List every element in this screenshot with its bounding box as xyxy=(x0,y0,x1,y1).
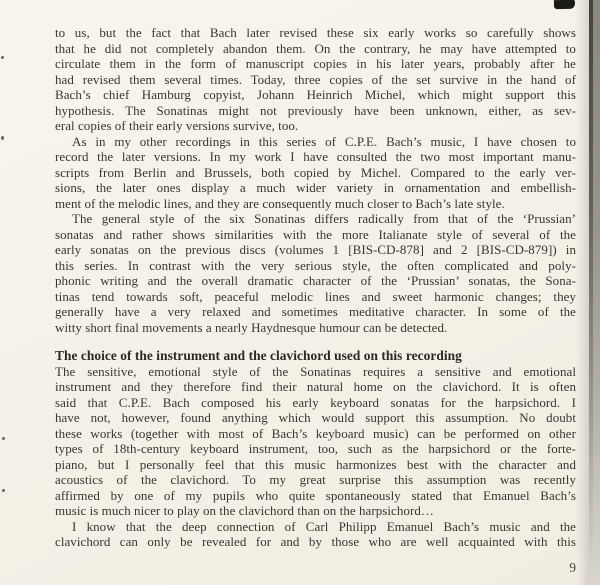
text-line: types of 18th-century keyboard instrument, too, such as the harpsichord or the forte- xyxy=(55,441,576,456)
text-line: these works (together with most of Bach’s keyboard music) can be performed on other xyxy=(55,425,576,441)
scan-speck xyxy=(2,437,5,440)
text-line: record the later versions. In my work I have consulted the two most important manu- xyxy=(55,149,576,164)
scan-background-strip xyxy=(593,0,600,585)
text-line: sonatas and rather shows similarities with the more Italianate style of several of the xyxy=(55,226,576,242)
page-number: 9 xyxy=(569,560,576,575)
text-line: phonic writing and the overall dramatic character of the ‘Prussian’ sonatas, the Sona- xyxy=(55,273,576,288)
text-line: that he did not completely abandon them. On the contrary, he may have attempted to xyxy=(55,40,576,56)
text-line: ment of the melodic lines, and they are consequently much closer to Bach’s late style. xyxy=(55,195,505,211)
text-line: I know that the deep connection of Carl Philipp Emanuel Bach’s music and the xyxy=(72,518,576,534)
text-line: The general style of the six Sonatinas differs radically from that of the ‘Prussian’ xyxy=(72,211,576,226)
text-line: to us, but the fact that Bach later revised these six early works so carefully shows xyxy=(55,25,576,40)
text-line: acoustics of the clavichord. To my great surprise this assumption was recently xyxy=(55,472,576,487)
text-line: early sonatas on the previous discs (volumes 1 [BIS-CD-878] and 2 [BIS-CD-879]) in xyxy=(55,242,576,257)
text-line: music is much nicer to play on the clavichord than on the harpsichord… xyxy=(55,503,434,518)
text-line: hypothesis. The Sonatinas might not previously have been unknown, either, as sev- xyxy=(55,102,576,118)
text-line: As in my other recordings in this series of C.P.E. Bach’s music, I have chosen to xyxy=(72,133,576,149)
text-line: The sensitive, emotional style of the Sonatinas requires a sensitive and emotional xyxy=(55,363,576,379)
text-line: affirmed by one of my pupils who quite spontaneously stated that Emanuel Bach’s xyxy=(55,487,576,503)
text-line: witty short final movements a nearly Haydnesque humour can be detected. xyxy=(55,319,448,335)
text-line: tinas tend towards soft, peaceful melodic lines and sweet harmonic changes; they xyxy=(55,288,576,304)
text-line: clavichord can only be revealed for and by those who are well acquainted with this xyxy=(55,534,576,549)
text-line: Bach’s chief Hamburg copyist, Johann Heinrich Michel, which might support this xyxy=(55,87,576,102)
text-line: scripts from Berlin and Brussels, both copied by Michel. Compared to the early ver- xyxy=(55,164,576,180)
scan-speck xyxy=(1,136,4,140)
text-line: piano, but I personally feel that this music harmonizes best with the character and xyxy=(55,456,576,472)
text-line: instrument and they therefore find their natural home on the clavichord. It is often xyxy=(55,379,576,394)
text-line: this series. In contrast with the very serious style, the often complicated and poly- xyxy=(55,257,576,273)
text-line: circulate them in the form of manuscript copies in his later years, probably after he xyxy=(55,56,576,71)
text-block xyxy=(55,25,576,550)
text-line: eral copies of their early versions survive, too. xyxy=(55,118,299,133)
scan-artifact-top-right xyxy=(554,0,575,9)
text-line: generally have a very relaxed and sometimes meditative character. In some of the xyxy=(55,304,576,319)
scan-speck xyxy=(2,489,5,492)
section-heading: The choice of the instrument and the clavichord used on this recording xyxy=(55,348,462,363)
scan-speck xyxy=(1,56,4,59)
text-line: had revised them several times. Today, three copies of the set survive in the hand of xyxy=(55,71,576,87)
text-line: said that C.P.E. Bach composed his early keyboard sonatas for the harpsichord. I xyxy=(55,394,576,410)
page-edge-shadow xyxy=(576,0,589,585)
text-line: have not, however, found anything which would support this assumption. No doubt xyxy=(55,410,576,425)
text-line: sions, the later ones display a much wider variety in ornamentation and embellish- xyxy=(55,180,576,195)
